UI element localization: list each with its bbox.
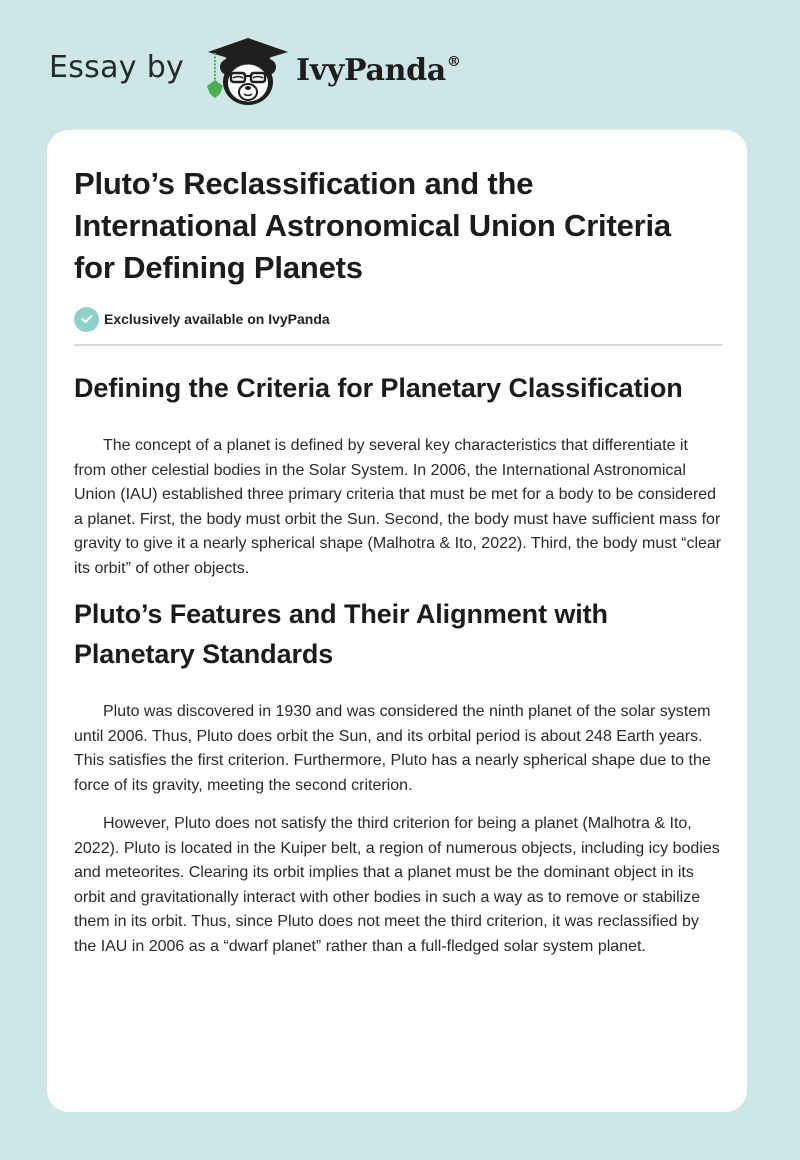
essay-by-label: Essay by: [49, 50, 185, 85]
brand-text: IvyPanda: [296, 53, 446, 88]
exclusive-badge-label: Exclusively available on IvyPanda: [104, 311, 330, 327]
paragraph: However, Pluto does not satisfy the third criterion for being a planet (Malhotra & Ito, 2022). Pluto is located in the Kuiper belt, a region of numerous objects, including icy bodies and meteorites. Clearing its orbit implies that a planet must be the dominant object in its orbit and gravitationally interact with other bodies in such a way as to remove or stabilize them in its orbit. Thus, since Pluto does not meet the third criterion, it was reclassified by the IAU in 2006 as a “dwarf planet” rather than a full-fledged solar system planet.: [74, 815, 720, 955]
registered-mark: ®: [446, 54, 461, 70]
title-divider: [74, 344, 723, 346]
section-heading: Defining the Criteria for Planetary Classification: [74, 373, 683, 403]
brand-name[interactable]: [296, 53, 461, 88]
panda-graduate-logo-icon[interactable]: [202, 36, 294, 108]
paragraph: The concept of a planet is defined by several key characteristics that differentiate it from other celestial bodies in the Solar System. In 2006, the International Astronomical Union (IAU) established three primary criteria that must be met for a body to be considered a planet. First, the body must orbit the Sun. Second, the body must have sufficient mass for gravity to give it a nearly spherical shape (Malhotra & Ito, 2022). Third, the body must “clear its orbit” of other objects.: [74, 437, 722, 577]
section-heading: Pluto’s Features and Their Alignment with Planetary Standards: [74, 599, 608, 669]
check-circle-icon: [74, 307, 99, 332]
essay-body: [74, 362, 724, 959]
essay-card: [47, 130, 747, 1112]
exclusive-badge: [74, 306, 330, 332]
paragraph: Pluto was discovered in 1930 and was considered the ninth planet of the solar system until 2006. Thus, Pluto does orbit the Sun, and its orbital period is about 248 Earth years. This satisfies the first criterion. Furthermore, Pluto has a nearly spherical shape due to the force of its gravity, meeting the second criterion.: [74, 703, 711, 794]
site-header: [0, 0, 800, 130]
essay-title: Pluto’s Reclassification and the International Astronomical Union Criteria for Defining Planets: [74, 166, 671, 285]
